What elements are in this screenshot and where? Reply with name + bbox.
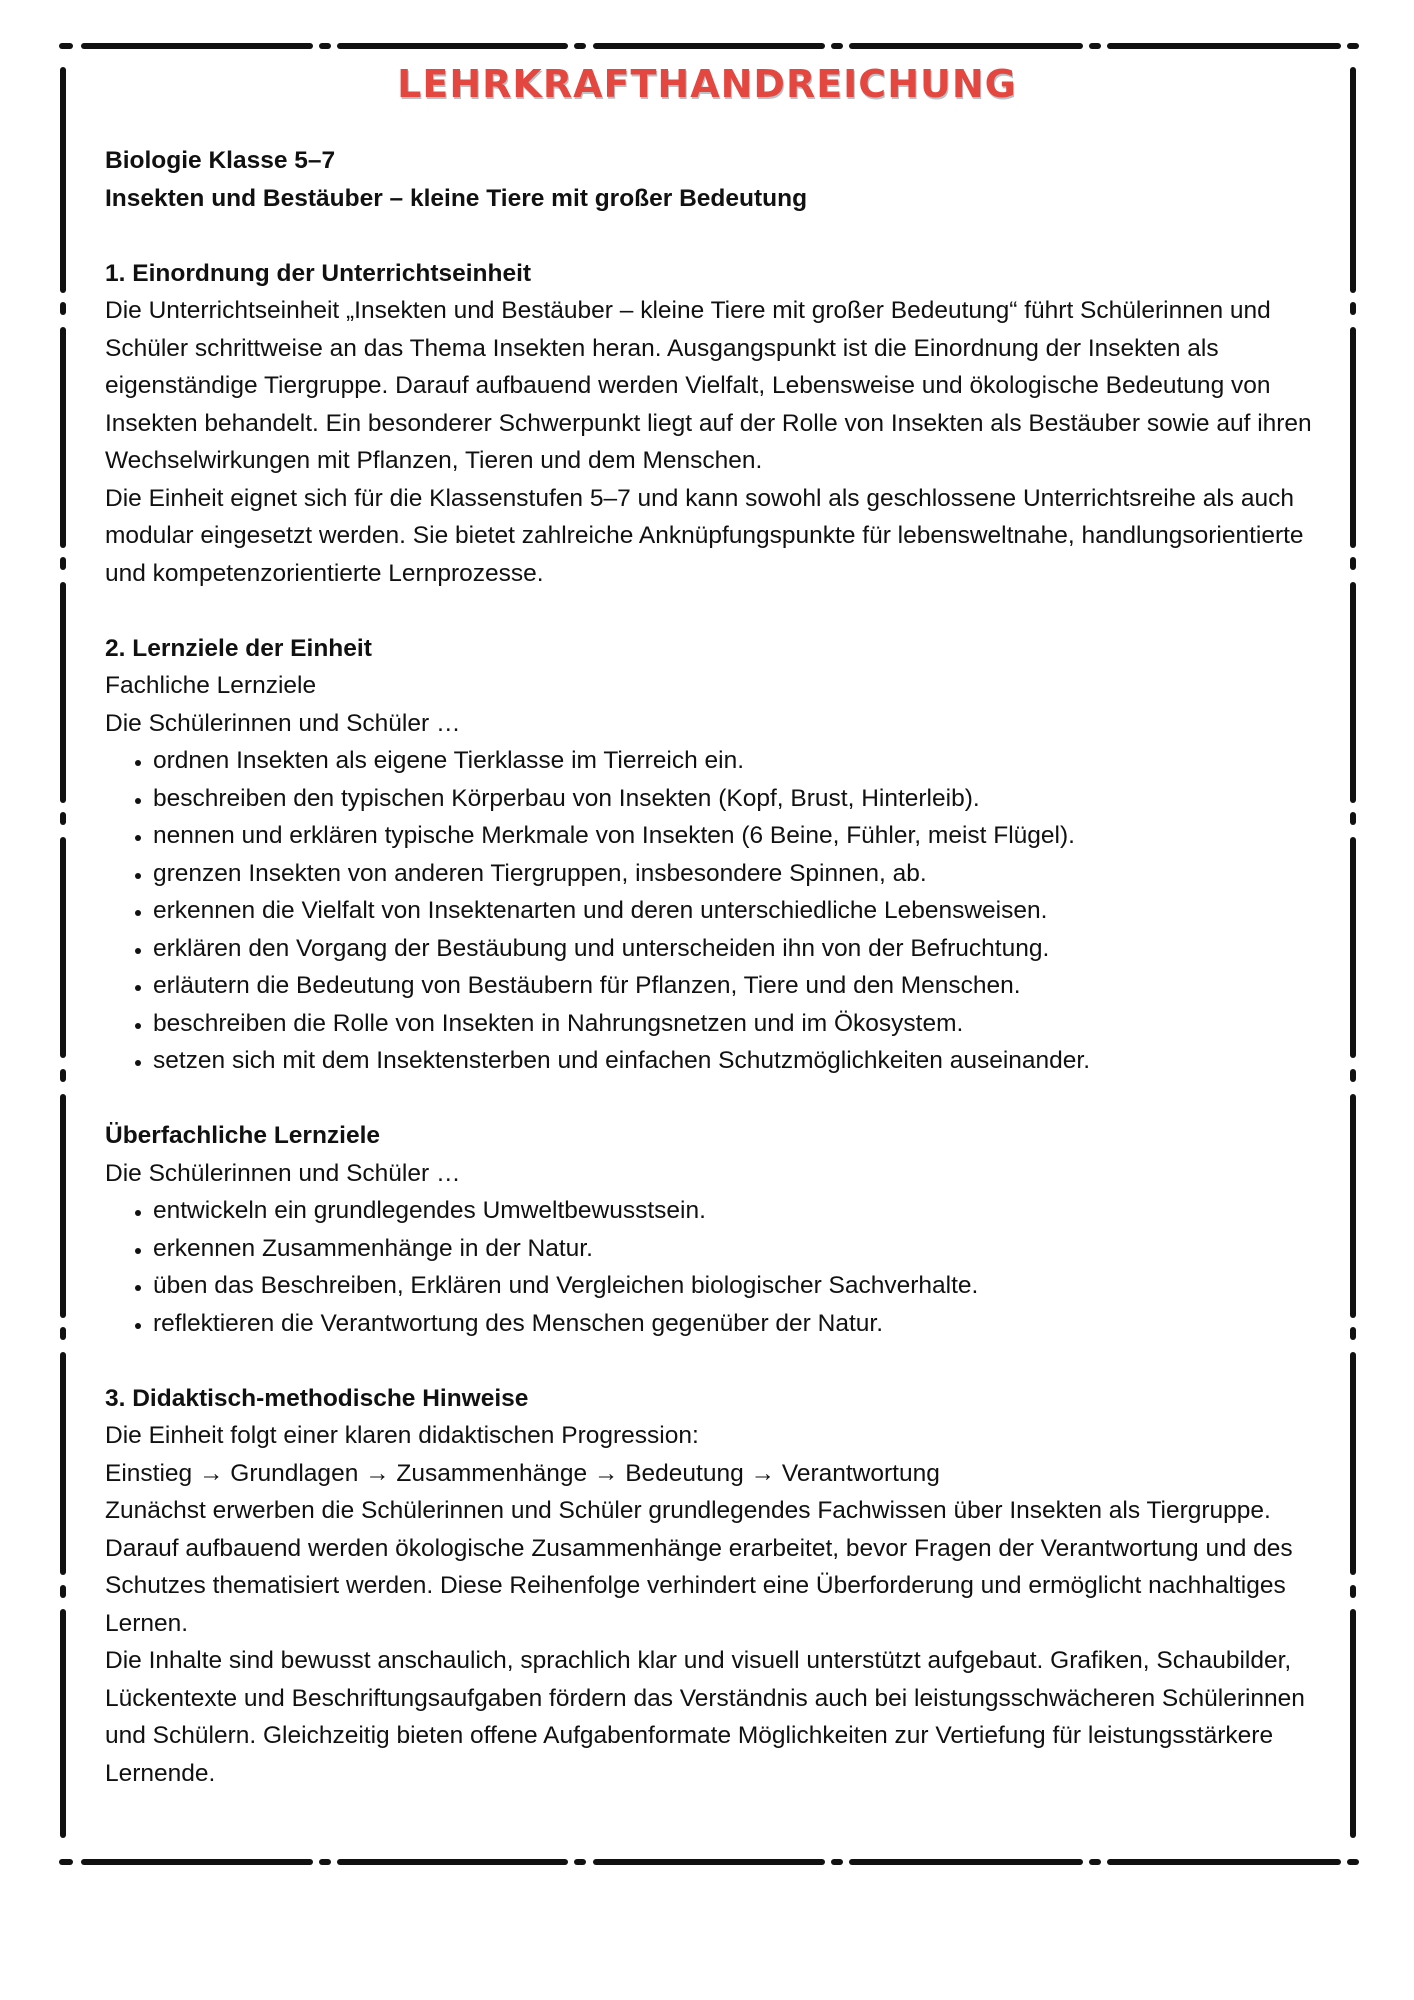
fachliche-intro: Die Schülerinnen und Schüler … [105,709,461,737]
list-item: • entwickeln ein grundlegendes Umweltbewusstsein. [153,1192,1325,1230]
subject-line: Biologie Klasse 5–7 [105,147,336,174]
list-item: • beschreiben die Rolle von Insekten in Nahrungsnetzen und im Ökosystem. [153,1005,1325,1043]
section-2-heading: 2. Lernziele der Einheit [105,634,372,662]
section-3-paragraph-3: Die Inhalte sind bewusst anschaulich, sprachlich klar und visuell unterstützt aufgebaut. Grafiken, Schaubilder, Lückentexte und Beschriftungsaufgaben fördern das Verständnis auch bei leistungsschwächeren Schülerinnen und Schülern. Gleichzeitig bieten offene Aufgabenformate Möglichkeiten zur Vertiefung für leistungsstärkere Lernende. [105,1647,1305,1787]
list-item: • erkennen die Vielfalt von Insektenarten und deren unterschiedliche Lebensweisen. [153,892,1325,930]
section-1-paragraph-2: Die Einheit eignet sich für die Klassenstufen 5–7 und kann sowohl als geschlossene Unterrichtsreihe als auch modular eingesetzt werden. Sie bietet zahlreiche Anknüpfungspunkte für lebensweltnahe, handlungsorientierte und kompetenzorientierte Lernprozesse. [105,484,1304,587]
spacer [105,1342,1325,1380]
spacer [105,592,1325,630]
list-item: • üben das Beschreiben, Erklären und Vergleichen biologischer Sachverhalte. [153,1267,1325,1305]
section-1-heading: 1. Einordnung der Unterrichtseinheit [105,259,532,287]
page-title: LEHRKRAFTHANDREICHUNG [397,62,1017,106]
list-item: • setzen sich mit dem Insektensterben und einfachen Schutzmöglichkeiten auseinander. [153,1042,1325,1080]
list-item: • erkennen Zusammenhänge in der Natur. [153,1230,1325,1268]
fachliche-lernziele-label: Fachliche Lernziele [105,672,317,699]
document-body [105,142,1325,1792]
list-item: • ordnen Insekten als eigene Tierklasse im Tierreich ein. [153,742,1325,780]
list-item: • erläutern die Bedeutung von Bestäubern für Pflanzen, Tiere und den Menschen. [153,967,1325,1005]
unit-title: Insekten und Bestäuber – kleine Tiere mit großer Bedeutung [105,184,808,212]
list-item: • erklären den Vorgang der Bestäubung und unterscheiden ihn von der Befruchtung. [153,930,1325,968]
list-item: • beschreiben den typischen Körperbau von Insekten (Kopf, Brust, Hinterleib). [153,780,1325,818]
fachliche-lernziele-list [105,742,1325,1080]
ueberfachliche-lernziele-list [105,1192,1325,1342]
section-1-paragraph-1: Die Unterrichtseinheit „Insekten und Bestäuber – kleine Tiere mit großer Bedeutung“ führt Schülerinnen und Schüler schrittweise an das Thema Insekten heran. Ausgangspunkt ist die Einordnung der Insekten als eigenständige Tiergruppe. Darauf aufbauend werden Vielfalt, Lebensweise und ökologische Bedeutung von Insekten behandelt. Ein besonderer Schwerpunkt liegt auf der Rolle von Insekten als Bestäuber sowie auf ihren Wechselwirkungen mit Pflanzen, Tieren und dem Menschen. [105,297,1312,474]
section-3-paragraph-1: Die Einheit folgt einer klaren didaktischen Progression: [105,1422,699,1449]
ueberfachliche-intro: Die Schülerinnen und Schüler … [105,1159,461,1187]
list-item: • nennen und erklären typische Merkmale von Insekten (6 Beine, Fühler, meist Flügel). [153,817,1325,855]
spacer [105,217,1325,255]
progression-line: Einstieg → Grundlagen → Zusammenhänge → Bedeutung → Verantwortung [105,1459,940,1487]
section-3-heading: 3. Didaktisch-methodische Hinweise [105,1384,529,1412]
list-item: • grenzen Insekten von anderen Tiergruppen, insbesondere Spinnen, ab. [153,855,1325,893]
list-item: • reflektieren die Verantwortung des Menschen gegenüber der Natur. [153,1305,1325,1343]
section-3-paragraph-2: Zunächst erwerben die Schülerinnen und Schüler grundlegendes Fachwissen über Insekten als Tiergruppe. Darauf aufbauend werden ökologische Zusammenhänge erarbeitet, bevor Fragen der Verantwortung und des Schutzes thematisiert werden. Diese Reihenfolge verhindert eine Überforderung und ermöglicht nachhaltiges Lernen. [105,1497,1293,1637]
ueberfachliche-lernziele-heading: Überfachliche Lernziele [105,1122,381,1149]
spacer [105,1080,1325,1118]
